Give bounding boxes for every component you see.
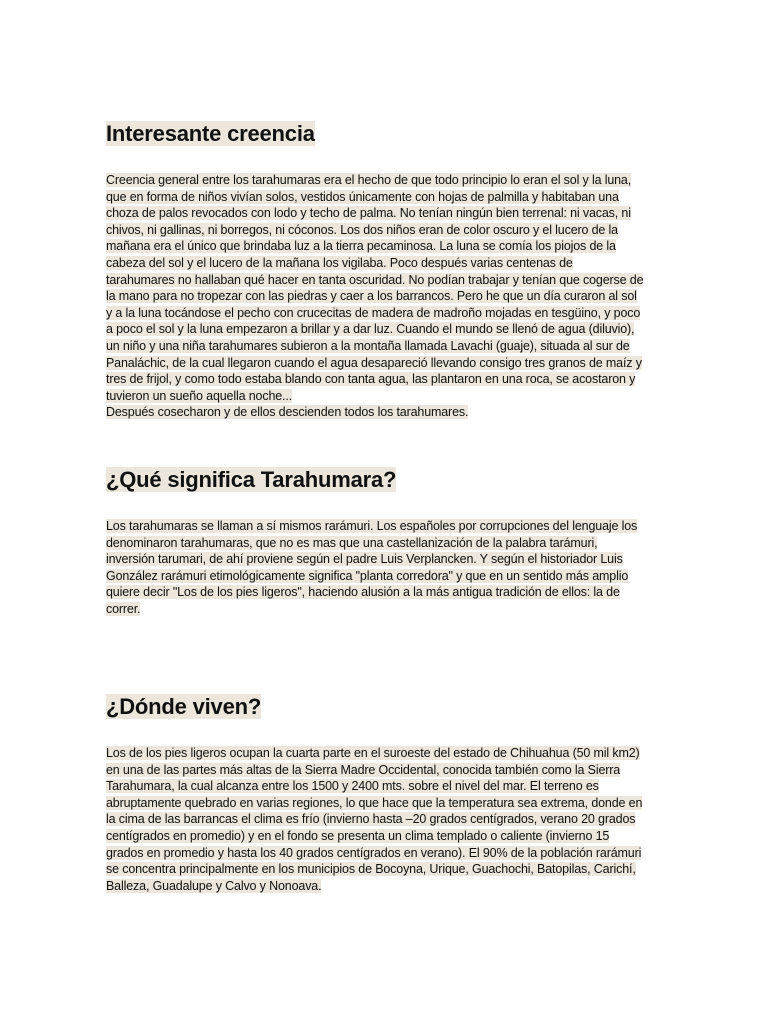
paragraph-line: Los de los pies ligeros ocupan la cuarta parte en el suroeste del estado de Chihuahua (50 mil km2)	[106, 746, 640, 760]
section-que-significa	[106, 466, 662, 618]
section-paragraph	[106, 518, 662, 618]
paragraph-line: quiere decir "Los de los pies ligeros", haciendo alusión a la más antigua tradición de ellos: la de	[106, 585, 620, 600]
paragraph-line: Panaláchic, de la cual llegaron cuando el agua desapareció llevando consigo tres granos de maíz y	[106, 355, 642, 370]
heading-text: Interesante creencia	[106, 121, 315, 146]
paragraph-line: la cima de las barrancas el clima es frío (invierno hasta –20 grados centígrados, verano 20 grados	[106, 812, 636, 827]
paragraph-line: tarahumares no hallaban qué hacer en tanta oscuridad. No podían trabajar y tenían que cogerse de	[106, 272, 644, 287]
paragraph-line: grados en promedio y hasta los 40 grados centígrados en verano). El 90% de la población rarámuri	[106, 845, 642, 860]
paragraph-line: Balleza, Guadalupe y Calvo y Nonoava.	[106, 878, 322, 893]
paragraph-line: un niño y una niña tarahumares subieron a la montaña llamada Lavachi (guaje), situada al sur de	[106, 338, 630, 353]
section-paragraph	[106, 745, 662, 894]
paragraph-line: abruptamente quebrado en varias regiones, lo que hace que la temperatura sea extrema, donde en	[106, 795, 643, 810]
paragraph-line: mañana era el único que brindaba luz a la tierra pecaminosa. La luna se comía los piojos de la	[106, 239, 616, 254]
section-paragraph	[106, 172, 662, 421]
paragraph-line: González rarámuri etimológicamente significa "planta corredora" y que en un sentido más amplio	[106, 568, 629, 583]
paragraph-line: centígrados en promedio) y en el fondo se presenta un clima templado o caliente (invierno 15	[106, 828, 610, 843]
paragraph-line: denominaron tarahumaras, que no es mas que una castellanización de la palabra tarámuri,	[106, 535, 598, 550]
section-interesante-creencia	[106, 120, 662, 421]
paragraph-line: chivos, ni gallinas, ni borregos, ni cóconos. Los dos niños eran de color oscuro y el lucero de la	[106, 222, 618, 237]
paragraph-line: tuvieron un sueño aquella noche...	[106, 388, 293, 403]
paragraph-line: Creencia general entre los tarahumaras era el hecho de que todo principio lo eran el sol y la luna,	[106, 173, 632, 187]
paragraph-line: Los tarahumaras se llaman a sí mismos rarámuri. Los españoles por corrupciones del lenguaje los	[106, 519, 638, 533]
heading-text: ¿Dónde viven?	[106, 694, 262, 719]
section-heading	[106, 120, 662, 148]
paragraph-line: Después cosecharon y de ellos descienden todos los tarahumares.	[106, 405, 469, 420]
section-heading	[106, 693, 662, 721]
section-heading	[106, 466, 662, 494]
paragraph-line: a poco el sol y la luna empezaron a brillar y a dar luz. Cuando el mundo se llenó de agua (diluvio),	[106, 322, 635, 337]
paragraph-line: y a la luna tocándose el pecho con crucecitas de madera de madroño mojadas en tesgüino, y poco	[106, 305, 641, 320]
paragraph-line: inversión tarumari, de ahí proviene según el padre Luis Verplancken. Y según el historiador Luis	[106, 552, 623, 567]
paragraph-line: la mano para no tropezar con las piedras y caer a los barrancos. Pero he que un día curaron al sol	[106, 289, 637, 304]
paragraph-line: se concentra principalmente en los municipios de Bocoyna, Urique, Guachochi, Batopilas, Carichí,	[106, 862, 636, 877]
paragraph-line: Tarahumara, la cual alcanza entre los 1500 y 2400 mts. sobre el nivel del mar. El terreno es	[106, 779, 599, 794]
paragraph-line: cabeza del sol y el lucero de la mañana los vigilaba. Poco después varias centenas de	[106, 255, 573, 270]
paragraph-line: choza de palos revocados con lodo y techo de palma. No tenían ningún bien terrenal: ni vacas, ni	[106, 206, 631, 221]
section-donde-viven	[106, 693, 662, 894]
paragraph-line: correr.	[106, 601, 141, 616]
paragraph-line: tres de frijol, y como todo estaba blando con tanta agua, las plantaron en una roca, se acostaron y	[106, 372, 636, 387]
paragraph-line: que en forma de niños vivían solos, vestidos únicamente con hojas de palmilla y habitaban una	[106, 189, 619, 204]
paragraph-line: en una de las partes más altas de la Sierra Madre Occidental, conocida también como la Sierra	[106, 762, 621, 777]
heading-text: ¿Qué significa Tarahumara?	[106, 467, 397, 492]
